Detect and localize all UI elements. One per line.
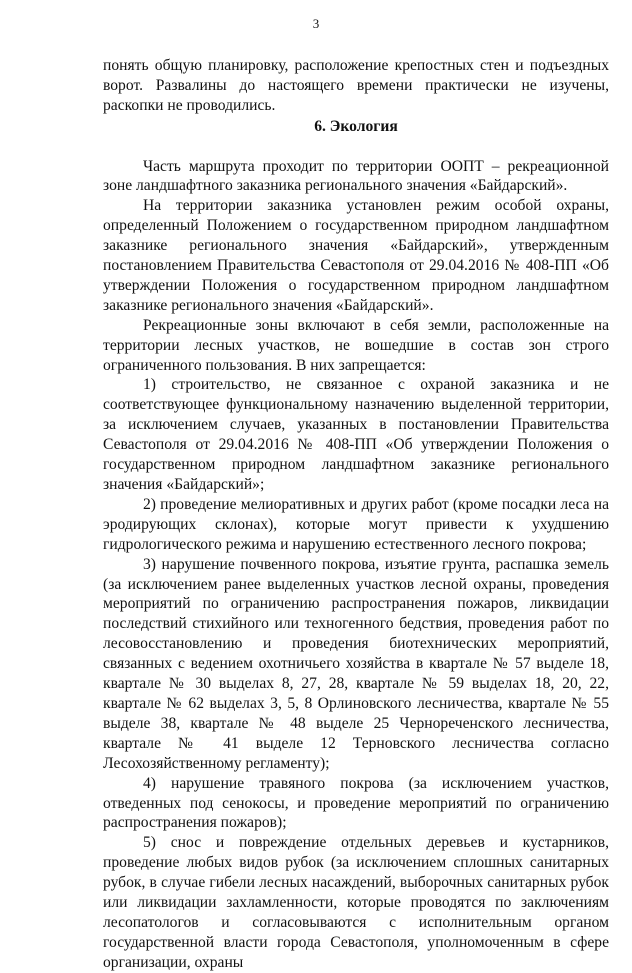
list-item-3-soil: 3) нарушение почвенного покрова, изъятие грунта, распашка земель (за исключением ранее выделенных участков лесной охраны, проведения мероприятий по ограничению распространения пожаров, ликвидации последствий стихийного или техногенного бедствия, проведения работ по лесовосстановлению и проведения биотехнических мероприятий, связанных с ведением охотничьего хозяйства в квартале № 57 выделе 18, квартале № 30 выделах 8, 27, 28, квартале № 59 выделах 18, 20, 22, квартале № 62 выделах 3, 5, 8 Орлиновского лесничества, квартале № 55 выделе 38, квартале № 48 выделе 25 Чернореченского лесничества, квартале № 41 выделе 12 Терновского лесничества согласно Лесохозяйственному регламенту); — [103, 555, 609, 772]
section-title: 6. Экология — [314, 117, 398, 135]
section-spacer — [103, 137, 609, 157]
page-number: 3 — [312, 16, 320, 31]
document-body — [103, 56, 609, 973]
list-item-5-felling: 5) снос и повреждение отдельных деревьев и кустарников, проведение любых видов рубок (за исключением сплошных санитарных рубок, в случае гибели лесных насаждений, выборочных санитарных рубок или ликвидации захламленности, которые проводятся по заключениям лесопатологов и согласовываются с исполнительным органом государственной власти города Севастополя, уполномоченным в сфере организации, охраны — [103, 834, 609, 971]
list-item-2-melioration: 2) проведение мелиоративных и других работ (кроме посадки леса на эродирующих склонах), которые могут привести к ухудшению гидрологического режима и нарушению естественного лесного покрова; — [103, 495, 609, 553]
paragraph-protection-regime: На территории заказника установлен режим особой охраны, определенный Положением о государственном природном ландшафтном заказнике регионального значения «Байдарский», утвержденным постановлением Правительства Севастополя от 29.04.2016 № 408-ПП «Об утверждении Положения о государственном природном ландшафтном заказнике регионального значения «Байдарский». — [103, 197, 609, 314]
paragraph-recreation-zones: Рекреационные зоны включают в себя земли, расположенные на территории лесных участков, не вошедшие в состав зон строго ограниченного пользования. В них запрещается: — [103, 316, 609, 374]
list-item-4-grass: 4) нарушение травяного покрова (за исключением участков, отведенных под сенокосы, и проведение мероприятий по ограничению распространения пожаров); — [103, 774, 609, 832]
paragraph-route: Часть маршрута проходит по территории ООПТ – рекреационной зоне ландшафтного заказника регионального значения «Байдарский». — [103, 157, 609, 195]
list-item-1-construction: 1) строительство, не связанное с охраной заказника и не соответствующее функциональному назначению выделенной территории, за исключением случаев, указанных в постановлении Правительства Севастополя от 29.04.2016 № 408-ПП «Об утверждении Положения о государственном природном ландшафтном заказнике регионального значения «Байдарский»; — [103, 376, 609, 494]
intro-paragraph: понять общую планировку, расположение крепостных стен и подъездных ворот. Развалины до настоящего времени практически не изучены, раскопки не проводились. — [103, 57, 609, 114]
